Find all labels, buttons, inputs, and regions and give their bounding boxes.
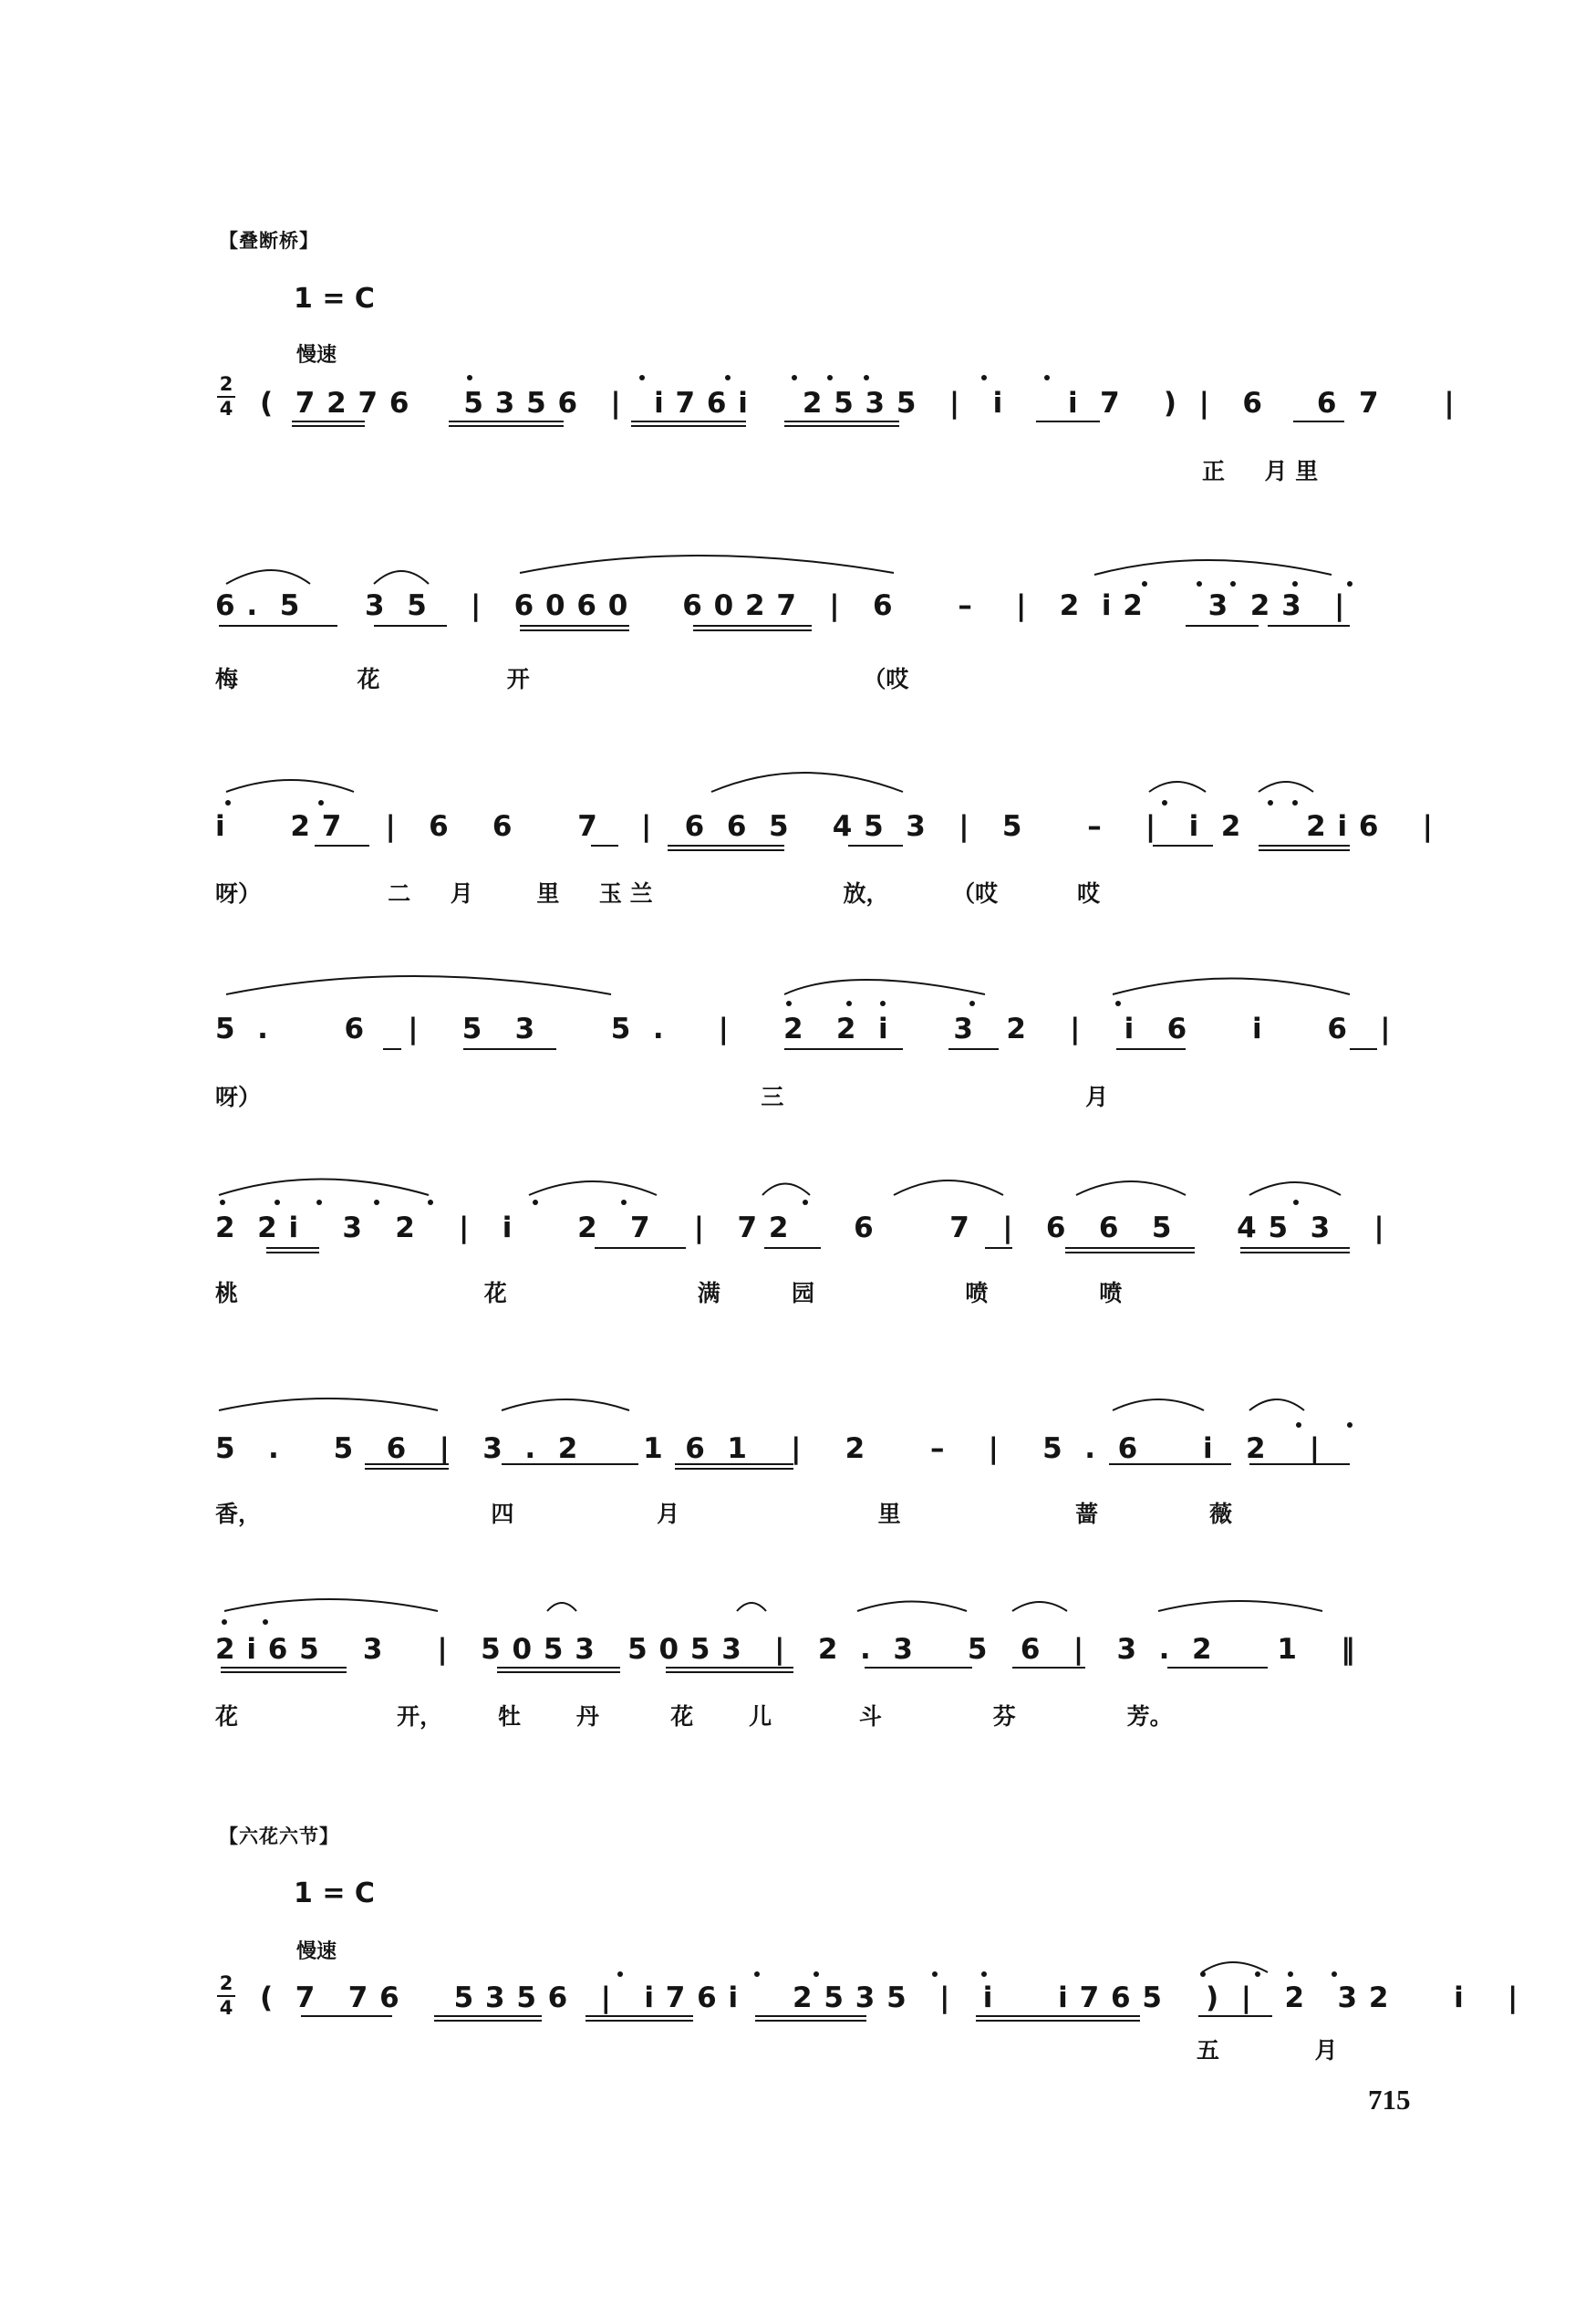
- section-title-diechuanqiao: 【叠断桥】: [219, 230, 319, 252]
- notation-line-7: 2 i 6 5 3 | 5 0 5 3 5 0 5 3 | 2 . 3 5 6 | 3 . 2 1 ‖: [215, 1633, 1356, 1666]
- notation-line-5: 2 2 i 3 2 | i 2 7 | 7 2 6 7 | 6 6 5 4 5 3 |: [215, 1211, 1385, 1244]
- notation-line-6: 5 . 5 6 | 3 . 2 1 6 1 | 2 – | 5 . 6 i 2 |: [215, 1432, 1321, 1465]
- key-signature-2: 1 = C: [294, 1877, 375, 1909]
- notation-line-3: i 2 7 | 6 6 7 | 6 6 5 4 5 3 | 5 – | i 2 2 i 6 |: [215, 810, 1434, 843]
- lyrics-line-1: 正 月 里: [1202, 458, 1319, 484]
- lyrics-line-4: 呀） 三 月: [215, 1084, 1109, 1110]
- tempo-marking-2: 慢速: [296, 1940, 337, 1963]
- tempo-marking: 慢速: [296, 344, 337, 367]
- section-title-liuhualiujie: 【六花六节】: [219, 1825, 339, 1847]
- lyrics-line-6: 香， 四 月 里 蔷 薇: [215, 1501, 1232, 1527]
- lyrics-line-7: 花 开， 牡 丹 花 儿 斗 芬 芳。: [215, 1703, 1173, 1730]
- key-signature: 1 = C: [294, 283, 375, 315]
- lyrics-line-2: 梅 花 开 （哎: [215, 666, 909, 692]
- notation-line-4: 5 . 6 | 5 3 5 . | 2 2 i 3 2 | i 6 i 6 |: [215, 1013, 1392, 1045]
- time-signature-bottom: 4: [219, 1997, 233, 2019]
- time-signature-bottom: 4: [219, 398, 233, 420]
- time-signature-top: 2: [219, 1972, 233, 1994]
- time-signature-top: 2: [219, 373, 233, 395]
- lyrics-line-8: 五 月: [1197, 2037, 1338, 2064]
- notation-line-8: ( 7 7 6 5 3 5 6 | i 7 6 i 2 5 3 5 | i i 7 6 5 ) | 2 3 2 i |: [260, 1981, 1519, 2014]
- notation-line-2-text: 6 . 5 3 5 | 6 0 6 0 6 0 2 7 | 6 – | 2 i 2 3 2 3 |: [215, 589, 1346, 622]
- notation-line-1: ( 7 2 7 6 5 3 5 6 | i 7 6 i 2 5 3 5 | i i 7 ) | 6 6 7 |: [260, 387, 1456, 420]
- lyrics-line-3: 呀） 二 月 里 玉 兰 放， （哎 哎: [215, 880, 1101, 907]
- page-number: 715: [1368, 2084, 1411, 2116]
- lyrics-line-5: 桃 花 满 园 喷 喷: [215, 1280, 1123, 1306]
